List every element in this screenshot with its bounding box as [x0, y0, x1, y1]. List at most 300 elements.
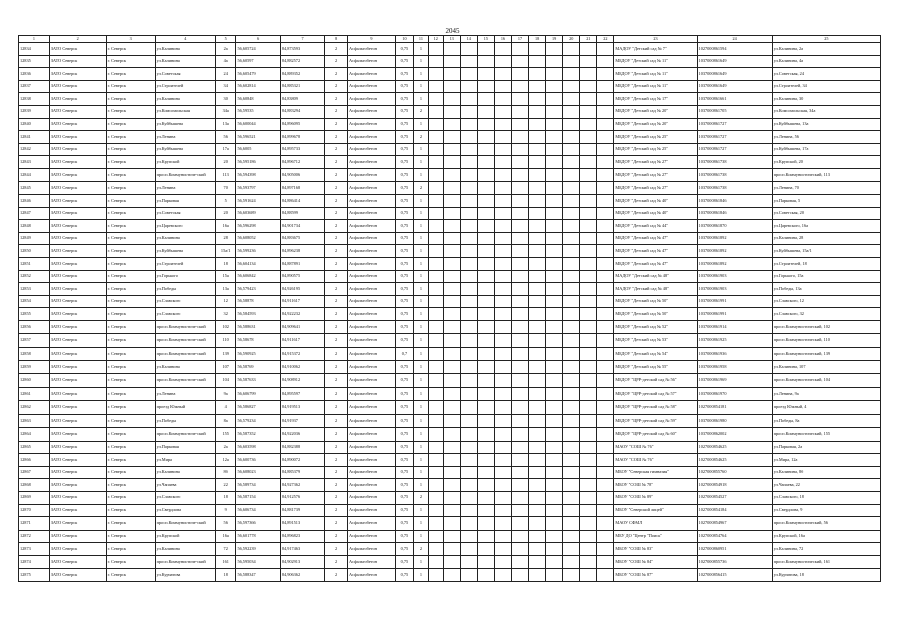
table-cell: 1037000861892: [697, 232, 772, 245]
table-cell: 2: [325, 374, 348, 388]
table-cell: [546, 55, 563, 68]
table-row: [19, 283, 881, 296]
table-cell: [443, 232, 460, 245]
table-cell: МБДОУ "Детский сад № 40": [614, 207, 697, 220]
table-cell: 18: [215, 569, 235, 582]
table-cell: [494, 441, 511, 454]
table-cell: [494, 401, 511, 415]
table-cell: 2: [325, 55, 348, 68]
table-cell: [580, 168, 597, 182]
table-cell: [443, 270, 460, 283]
table-cell: [477, 347, 494, 361]
table-cell: [443, 414, 460, 428]
table-cell: Асфальтобетон: [348, 156, 396, 169]
table-row: [19, 387, 881, 401]
table-cell: 1027000854625: [697, 454, 772, 467]
table-cell: [460, 414, 477, 428]
table-cell: просп.Коммунистиче-ский: [155, 555, 215, 569]
table-cell: 1037000861846: [697, 195, 772, 208]
table-cell: 2: [325, 401, 348, 415]
table-cell: [511, 334, 528, 348]
table-cell: [597, 334, 614, 348]
table-cell: [477, 555, 494, 569]
table-cell: ул.Славского, 32: [772, 308, 880, 321]
table-cell: [529, 334, 546, 348]
table-cell: МБДОУ "Детский сад № 11": [614, 80, 697, 93]
table-cell: [563, 220, 580, 233]
table-cell: 2: [325, 479, 348, 492]
table-cell: [597, 93, 614, 106]
table-cell: 1037000861892: [697, 245, 772, 258]
table-cell: [428, 270, 443, 283]
table-cell: 84,895597: [280, 387, 324, 401]
table-cell: Асфальтобетон: [348, 466, 396, 479]
table-cell: г. Северск: [106, 320, 155, 334]
table-cell: [511, 569, 528, 582]
table-cell: [529, 80, 546, 93]
table-cell: 56,60848: [236, 93, 280, 106]
table-cell: [563, 479, 580, 492]
table-row: [19, 270, 881, 283]
table-cell: [580, 258, 597, 271]
table-cell: Асфальтобетон: [348, 195, 396, 208]
table-cell: [477, 401, 494, 415]
table-cell: ул.Царевского, 16а: [772, 220, 880, 233]
table-cell: 1: [414, 258, 429, 271]
table-cell: 2: [325, 387, 348, 401]
table-cell: 1037000861738: [697, 182, 772, 195]
table-cell: г. Северск: [106, 454, 155, 467]
table-cell: 1037000861727: [697, 131, 772, 144]
table-cell: 12839: [19, 105, 50, 118]
column-number: 22: [597, 36, 614, 43]
table-cell: 0,7: [395, 347, 413, 361]
table-cell: [494, 466, 511, 479]
table-cell: 0,75: [395, 479, 413, 492]
table-cell: 0,75: [395, 93, 413, 106]
table-cell: МБДОУ "Детский сад № 20": [614, 105, 697, 118]
table-cell: 0,75: [395, 320, 413, 334]
table-cell: ЗАТО Северск: [49, 182, 106, 195]
table-cell: 56,587352: [236, 428, 280, 442]
table-cell: ЗАТО Северск: [49, 504, 106, 517]
table-cell: [428, 374, 443, 388]
table-cell: 84,889352: [280, 68, 324, 81]
table-cell: 84,906362: [280, 569, 324, 582]
table-cell: Асфальтобетон: [348, 143, 396, 156]
table-cell: [494, 347, 511, 361]
table-cell: 1037000861970: [697, 387, 772, 401]
table-cell: 84,922036: [280, 428, 324, 442]
table-cell: ЗАТО Северск: [49, 168, 106, 182]
table-cell: 16а: [215, 220, 235, 233]
table-cell: 12855: [19, 308, 50, 321]
table-cell: [529, 156, 546, 169]
table-cell: ул.Ленина: [155, 387, 215, 401]
table-cell: 84,890072: [280, 454, 324, 467]
table-cell: Асфальтобетон: [348, 414, 396, 428]
table-cell: ул.Строителей, 34: [772, 80, 880, 93]
table-cell: МБДОУ "Детский сад № 47": [614, 258, 697, 271]
table-row: [19, 245, 881, 258]
table-cell: 12841: [19, 131, 50, 144]
table-cell: [477, 569, 494, 582]
table-cell: [443, 387, 460, 401]
table-cell: [529, 207, 546, 220]
table-cell: [580, 195, 597, 208]
table-cell: [597, 308, 614, 321]
table-cell: 84,912576: [280, 491, 324, 504]
table-cell: просп.Коммунистический, 102: [772, 320, 880, 334]
table-cell: [443, 555, 460, 569]
table-cell: 2: [325, 320, 348, 334]
table-cell: ЗАТО Северск: [49, 258, 106, 271]
table-cell: [443, 441, 460, 454]
table-cell: [477, 308, 494, 321]
table-cell: [443, 258, 460, 271]
table-cell: [563, 43, 580, 56]
table-cell: 0,75: [395, 543, 413, 556]
table-cell: [428, 258, 443, 271]
column-number: 19: [546, 36, 563, 43]
table-cell: 1: [414, 118, 429, 131]
table-cell: 1037000861991: [697, 295, 772, 308]
table-row: [19, 118, 881, 131]
table-cell: 12863: [19, 414, 50, 428]
table-cell: [563, 143, 580, 156]
table-cell: проезд Южный: [155, 401, 215, 415]
table-cell: МБОУ "Северская гимназия": [614, 466, 697, 479]
table-cell: Асфальтобетон: [348, 555, 396, 569]
table-cell: г. Северск: [106, 207, 155, 220]
table-cell: [546, 414, 563, 428]
table-cell: г. Северск: [106, 168, 155, 182]
table-cell: ЗАТО Северск: [49, 491, 106, 504]
table-cell: [460, 168, 477, 182]
table-cell: ул.Царевского: [155, 220, 215, 233]
table-cell: [428, 105, 443, 118]
table-cell: [563, 207, 580, 220]
table-cell: 0,75: [395, 387, 413, 401]
table-cell: [546, 428, 563, 442]
table-cell: [597, 387, 614, 401]
table-cell: 12865: [19, 441, 50, 454]
table-cell: [428, 143, 443, 156]
table-cell: [546, 361, 563, 374]
table-cell: [546, 43, 563, 56]
table-cell: [460, 105, 477, 118]
table-cell: [597, 156, 614, 169]
table-cell: 1: [414, 387, 429, 401]
table-cell: 1037000861958: [697, 361, 772, 374]
table-cell: 15а/1: [215, 245, 235, 258]
table-cell: [494, 530, 511, 543]
table-cell: 12867: [19, 466, 50, 479]
table-cell: ЗАТО Северск: [49, 361, 106, 374]
table-cell: [428, 530, 443, 543]
table-cell: Асфальтобетон: [348, 441, 396, 454]
table-cell: ул.Парковая, 5: [772, 195, 880, 208]
table-cell: [428, 334, 443, 348]
table-cell: ул.Славского: [155, 491, 215, 504]
table-cell: [563, 428, 580, 442]
table-cell: [460, 80, 477, 93]
column-number: 6: [236, 36, 280, 43]
table-cell: 20: [215, 207, 235, 220]
table-cell: [511, 374, 528, 388]
table-cell: 0,75: [395, 530, 413, 543]
table-cell: 12844: [19, 168, 50, 182]
table-cell: [460, 401, 477, 415]
table-cell: [443, 68, 460, 81]
table-cell: 84,882388: [280, 441, 324, 454]
table-cell: [597, 479, 614, 492]
table-cell: [563, 454, 580, 467]
table-cell: ул.Мира, 12а: [772, 454, 880, 467]
table-cell: ЗАТО Северск: [49, 387, 106, 401]
table-row: [19, 105, 881, 118]
table-cell: ул.Советская, 20: [772, 207, 880, 220]
table-cell: [477, 320, 494, 334]
table-row: [19, 68, 881, 81]
table-cell: 15а: [215, 270, 235, 283]
table-cell: просп.Коммунистический, 104: [772, 374, 880, 388]
table-cell: [460, 387, 477, 401]
table-cell: 2: [414, 491, 429, 504]
table-row: [19, 80, 881, 93]
table-cell: 2: [325, 569, 348, 582]
table-cell: [460, 295, 477, 308]
table-cell: [443, 401, 460, 415]
table-cell: [563, 156, 580, 169]
table-cell: [477, 131, 494, 144]
table-cell: [494, 414, 511, 428]
table-cell: ул.Ленина: [155, 182, 215, 195]
table-cell: ЗАТО Северск: [49, 118, 106, 131]
table-cell: ЗАТО Северск: [49, 207, 106, 220]
table-cell: [460, 118, 477, 131]
table-cell: 2: [325, 283, 348, 296]
table-cell: 2: [325, 68, 348, 81]
table-cell: [546, 569, 563, 582]
table-cell: [597, 555, 614, 569]
table-cell: [597, 543, 614, 556]
table-cell: [529, 143, 546, 156]
table-cell: [477, 55, 494, 68]
table-cell: [477, 387, 494, 401]
table-cell: МБДОУ "Детский сад № 50": [614, 308, 697, 321]
table-cell: [546, 168, 563, 182]
table-cell: 12861: [19, 387, 50, 401]
table-cell: 1: [414, 43, 429, 56]
table-cell: 1: [414, 143, 429, 156]
table-cell: [546, 441, 563, 454]
table-cell: [580, 530, 597, 543]
table-cell: [494, 131, 511, 144]
table-cell: Асфальтобетон: [348, 543, 396, 556]
table-cell: 2: [325, 195, 348, 208]
table-cell: [460, 308, 477, 321]
table-cell: [511, 428, 528, 442]
table-cell: 56,596298: [236, 220, 280, 233]
table-row: [19, 543, 881, 556]
table-cell: ЗАТО Северск: [49, 195, 106, 208]
column-number: 11: [414, 36, 429, 43]
table-cell: 2: [325, 454, 348, 467]
table-cell: ул.Славского, 12: [772, 295, 880, 308]
table-cell: 84,905006: [280, 168, 324, 182]
table-cell: [511, 320, 528, 334]
table-cell: [546, 207, 563, 220]
table-cell: 0,75: [395, 454, 413, 467]
table-cell: ЗАТО Северск: [49, 143, 106, 156]
table-cell: [443, 207, 460, 220]
table-cell: [494, 361, 511, 374]
table-cell: [529, 491, 546, 504]
table-row: [19, 232, 881, 245]
table-cell: ЗАТО Северск: [49, 441, 106, 454]
table-cell: 0,75: [395, 207, 413, 220]
table-cell: [428, 401, 443, 415]
table-cell: [511, 68, 528, 81]
table-cell: 84,885379: [280, 466, 324, 479]
table-cell: [494, 491, 511, 504]
table-cell: Асфальтобетон: [348, 387, 396, 401]
table-cell: 84,891513: [280, 517, 324, 531]
table-cell: [477, 105, 494, 118]
table-cell: Асфальтобетон: [348, 68, 396, 81]
table-cell: [443, 347, 460, 361]
table-cell: [494, 454, 511, 467]
table-cell: Асфальтобетон: [348, 131, 396, 144]
table-cell: 0,75: [395, 143, 413, 156]
table-cell: [460, 93, 477, 106]
table-cell: 20: [215, 156, 235, 169]
table-cell: ул.Калинина, 107: [772, 361, 880, 374]
table-row: [19, 207, 881, 220]
table-cell: [511, 182, 528, 195]
table-cell: 0,75: [395, 182, 413, 195]
table-cell: 12872: [19, 530, 50, 543]
table-cell: ЗАТО Северск: [49, 131, 106, 144]
table-cell: просп.Коммунистиче-ский: [155, 347, 215, 361]
table-cell: [580, 245, 597, 258]
table-cell: [529, 195, 546, 208]
table-cell: [443, 543, 460, 556]
table-cell: 56,579423: [236, 283, 280, 296]
table-cell: 56,601778: [236, 530, 280, 543]
table-cell: 56,6005: [236, 143, 280, 156]
table-cell: [546, 295, 563, 308]
table-cell: [460, 320, 477, 334]
table-cell: ул.Свердлова: [155, 504, 215, 517]
column-number: 23: [614, 36, 697, 43]
table-row: [19, 308, 881, 321]
table-cell: 161: [215, 555, 235, 569]
table-cell: МБДОУ "Детский сад № 47": [614, 245, 697, 258]
table-cell: [563, 118, 580, 131]
table-cell: 56,589734: [236, 479, 280, 492]
table-cell: [511, 245, 528, 258]
table-cell: 84,910062: [280, 361, 324, 374]
table-cell: ЗАТО Северск: [49, 295, 106, 308]
table-cell: ул.Курчатова: [155, 569, 215, 582]
table-cell: 1037000861649: [697, 55, 772, 68]
table-cell: 12850: [19, 245, 50, 258]
table-cell: Асфальтобетон: [348, 105, 396, 118]
table-row: [19, 517, 881, 531]
column-number: 12: [428, 36, 443, 43]
table-cell: Асфальтобетон: [348, 232, 396, 245]
table-cell: 2: [325, 308, 348, 321]
table-cell: 1: [414, 466, 429, 479]
table-cell: [546, 156, 563, 169]
table-cell: ул.Строителей, 18: [772, 258, 880, 271]
table-cell: 2: [414, 131, 429, 144]
table-cell: [428, 195, 443, 208]
table-cell: ЗАТО Северск: [49, 270, 106, 283]
table-cell: [597, 195, 614, 208]
table-cell: [494, 504, 511, 517]
table-cell: МБОУ "СОШ № 78": [614, 479, 697, 492]
table-cell: ул.Калинина: [155, 55, 215, 68]
table-cell: ул.Чапаева, 22: [772, 479, 880, 492]
table-cell: 0,75: [395, 80, 413, 93]
table-cell: 2: [325, 105, 348, 118]
table-cell: [529, 569, 546, 582]
table-cell: 84,901734: [280, 220, 324, 233]
table-row: [19, 334, 881, 348]
table-cell: 0,75: [395, 295, 413, 308]
table-cell: просп.Коммунистиче-ский: [155, 168, 215, 182]
table-cell: [580, 347, 597, 361]
table-row: [19, 93, 881, 106]
table-cell: ул.Калинина: [155, 93, 215, 106]
table-cell: ЗАТО Северск: [49, 374, 106, 388]
table-cell: г. Северск: [106, 156, 155, 169]
table-cell: [460, 374, 477, 388]
table-cell: [546, 270, 563, 283]
table-cell: ул.Куйбышева, 17а: [772, 143, 880, 156]
column-number: 9: [348, 36, 396, 43]
table-cell: 1037000861870: [697, 220, 772, 233]
table-cell: 0,75: [395, 131, 413, 144]
table-cell: ЗАТО Северск: [49, 220, 106, 233]
table-cell: [460, 479, 477, 492]
table-cell: [546, 80, 563, 93]
table-cell: ЗАТО Северск: [49, 232, 106, 245]
table-cell: МБДОУ "ЦРР-детский сад № 57": [614, 387, 697, 401]
table-cell: [529, 295, 546, 308]
table-cell: 2: [325, 258, 348, 271]
table-cell: [428, 232, 443, 245]
table-cell: 2: [325, 530, 348, 543]
table-cell: [443, 491, 460, 504]
table-cell: [443, 569, 460, 582]
table-cell: 0,75: [395, 55, 413, 68]
table-cell: 16а: [215, 530, 235, 543]
table-cell: [494, 387, 511, 401]
table-cell: 34а: [215, 105, 235, 118]
table-cell: Асфальтобетон: [348, 428, 396, 442]
table-cell: 56,590925: [236, 347, 280, 361]
table-cell: Асфальтобетон: [348, 283, 396, 296]
table-cell: [494, 245, 511, 258]
table-cell: [580, 156, 597, 169]
table-cell: [529, 454, 546, 467]
table-cell: 1: [414, 504, 429, 517]
table-cell: 12848: [19, 220, 50, 233]
